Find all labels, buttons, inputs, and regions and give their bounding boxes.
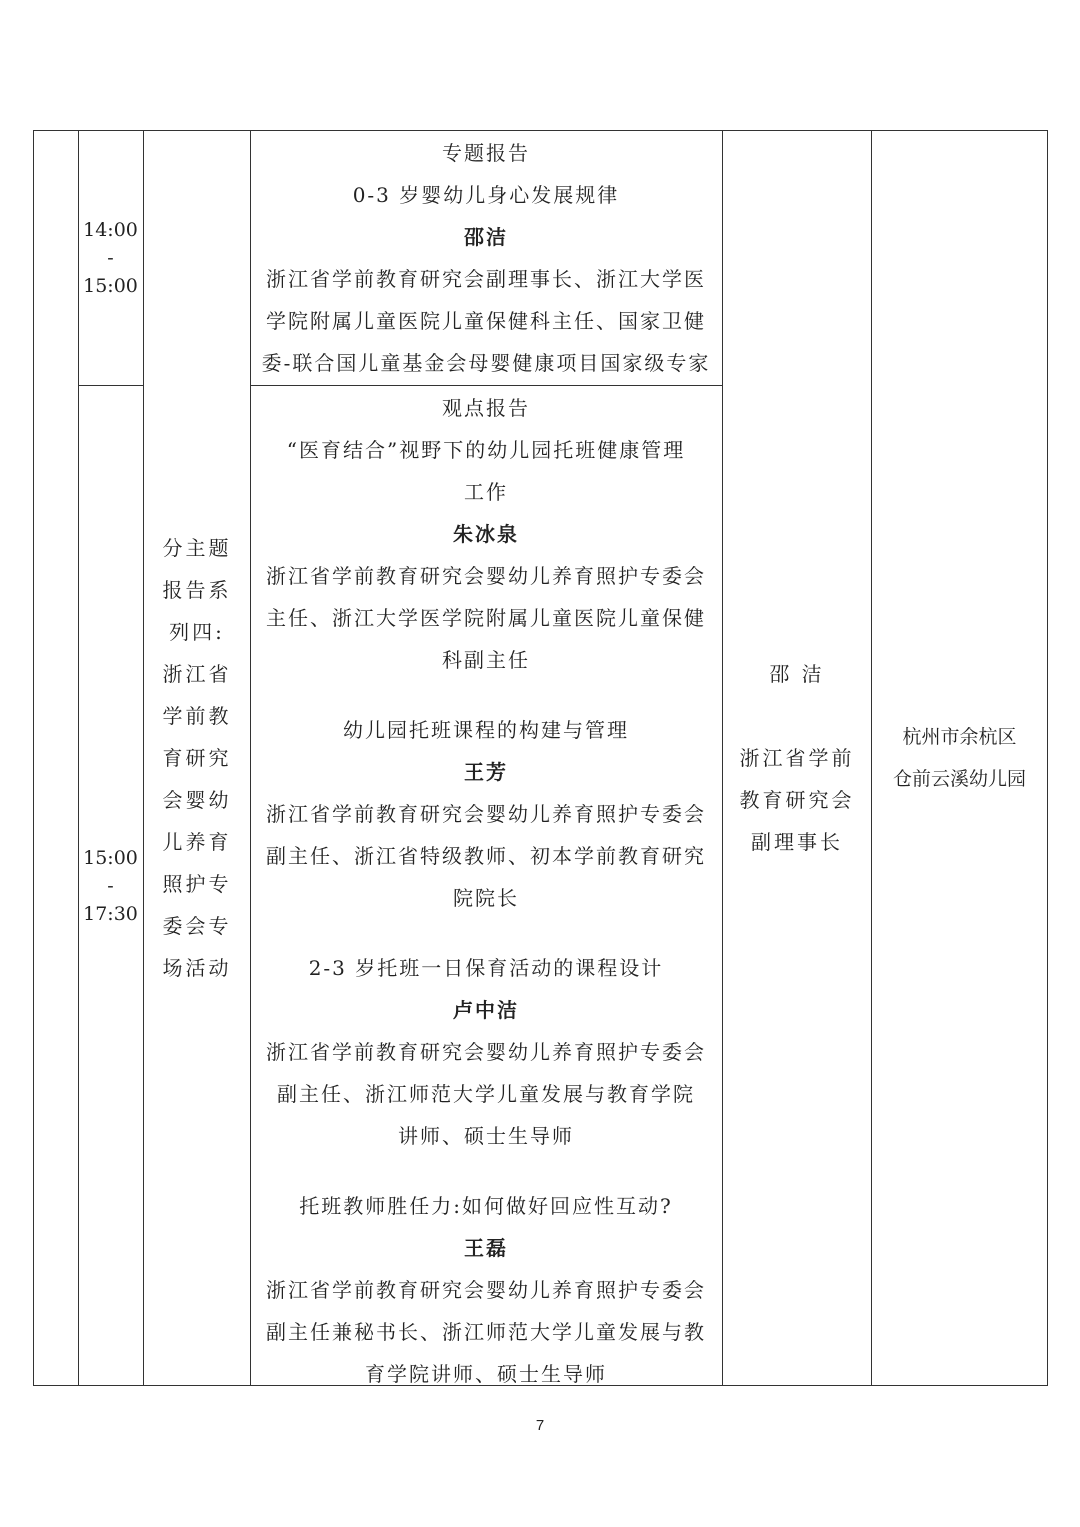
content-line: 科副主任	[442, 648, 530, 672]
content-line: 0-3 岁婴幼儿身心发展规律	[352, 183, 620, 207]
subtopic-line: 学前教	[162, 704, 232, 728]
host-line: 副理事长	[751, 830, 843, 854]
content-line: 院院长	[453, 886, 519, 910]
content-cell-2	[252, 387, 720, 1395]
time-end: 17:30	[83, 902, 138, 925]
content-line: 2-3 岁托班一日保育活动的课程设计	[308, 956, 664, 980]
content-line: 学院附属儿童医院儿童保健科主任、国家卫健	[266, 309, 706, 333]
content-line: 工作	[464, 480, 508, 504]
host-cell	[723, 131, 871, 1385]
content-line: “医育结合”视野下的幼儿园托班健康管理	[286, 438, 686, 462]
subtopic-line: 浙江省	[162, 662, 232, 686]
content-line: 幼儿园托班课程的构建与管理	[343, 718, 629, 742]
content-line: 育学院讲师、硕士生导师	[365, 1362, 607, 1386]
content-line: 托班教师胜任力:如何做好回应性互动?	[299, 1194, 673, 1218]
subtopic-line: 场活动	[162, 956, 232, 980]
time-end: 15:00	[83, 275, 138, 297]
content-line: 讲师、硕士生导师	[398, 1124, 574, 1148]
subtopic-cell	[144, 131, 250, 1385]
subtopic-line: 育研究	[162, 746, 232, 770]
page-number: 7	[535, 1417, 545, 1434]
speaker-name: 邵洁	[464, 225, 508, 249]
time-cell-2	[78, 386, 143, 1385]
content-line: 浙江省学前教育研究会婴幼儿养育照护专委会	[266, 802, 706, 826]
time-separator: -	[107, 874, 114, 897]
time-cell-1	[78, 131, 143, 385]
content-line: 专题报告	[442, 141, 530, 165]
speaker-name: 王芳	[464, 760, 508, 784]
host-line: 浙江省学前	[739, 746, 855, 770]
content-line: 观点报告	[442, 396, 530, 420]
content-line: 浙江省学前教育研究会副理事长、浙江大学医	[266, 267, 706, 291]
content-line: 浙江省学前教育研究会婴幼儿养育照护专委会	[266, 1040, 706, 1064]
venue-line: 杭州市余杭区	[902, 726, 1017, 748]
venue-cell	[872, 131, 1047, 1385]
subtopic-line: 照护专	[162, 872, 232, 896]
table-left-border	[33, 130, 34, 1386]
venue-line: 仓前云溪幼儿园	[892, 768, 1026, 790]
content-line: 主任、浙江大学医学院附属儿童医院儿童保健	[266, 606, 706, 630]
subtopic-line: 列四:	[169, 620, 225, 644]
host-line: 邵 洁	[769, 662, 825, 686]
subtopic-line: 委会专	[162, 914, 232, 938]
subtopic-line: 儿养育	[162, 830, 232, 854]
speaker-name: 朱冰泉	[453, 522, 519, 546]
content-line: 委-联合国儿童基金会母婴健康项目国家级专家	[261, 351, 711, 375]
row-divider	[250, 385, 722, 386]
spacer	[252, 1157, 720, 1185]
subtopic-line: 报告系	[162, 578, 232, 602]
content-line: 副主任兼秘书长、浙江师范大学儿童发展与教	[266, 1320, 706, 1344]
host-line: 教育研究会	[739, 788, 855, 812]
content-line: 浙江省学前教育研究会婴幼儿养育照护专委会	[266, 1278, 706, 1302]
time-start: 15:00	[83, 846, 138, 869]
time-separator: -	[107, 247, 114, 269]
subtopic-line: 会婴幼	[162, 788, 232, 812]
subtopic-line: 分主题	[162, 536, 232, 560]
content-line: 浙江省学前教育研究会婴幼儿养育照护专委会	[266, 564, 706, 588]
speaker-name: 王磊	[464, 1236, 508, 1260]
content-cell-1	[252, 132, 720, 384]
content-line: 副主任、浙江省特级教师、初本学前教育研究	[266, 844, 706, 868]
spacer	[252, 681, 720, 709]
spacer	[252, 919, 720, 947]
table-right-border	[1047, 130, 1048, 1386]
time-start: 14:00	[83, 219, 138, 241]
speaker-name: 卢中洁	[453, 998, 519, 1022]
content-line: 副主任、浙江师范大学儿童发展与教育学院	[277, 1082, 695, 1106]
column-divider	[250, 130, 251, 1386]
